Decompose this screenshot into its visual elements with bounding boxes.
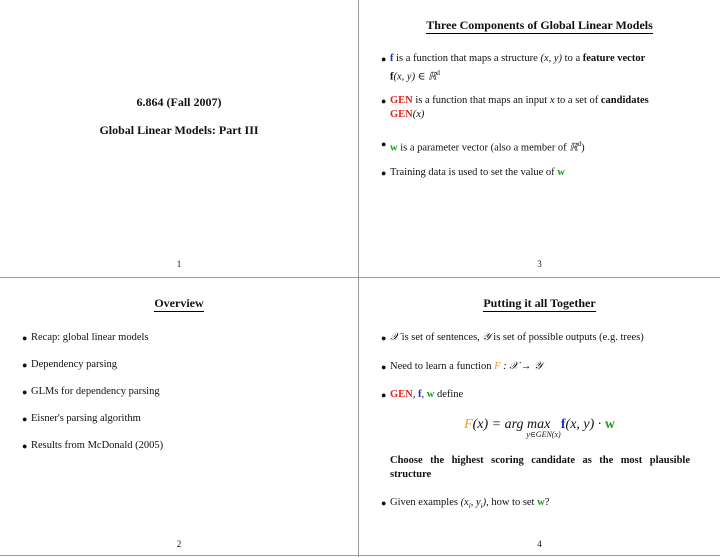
overview-item: ● GLMs for dependency parsing — [22, 386, 160, 397]
slide-title: Three Components of Global Linear Models — [426, 18, 653, 32]
overview-item: ● Eisner's parsing algorithm — [22, 413, 141, 424]
bullet-training-data: ● Training data is used to set the value of w — [381, 167, 565, 178]
slide-2 — [0, 278, 358, 557]
bullet-define: ● GEN, f, w define — [381, 389, 464, 400]
overview-item: ● Results from McDonald (2005) — [22, 440, 164, 451]
bullet-learn-function: ● Need to learn a function F : 𝒳 → 𝒴 — [381, 361, 543, 372]
course-title: 6.864 (Fall 2007) — [136, 95, 222, 109]
page-number: 3 — [537, 259, 542, 269]
slide-4 — [359, 278, 720, 557]
slide-title: Putting it all Together — [483, 296, 596, 310]
bullet-examples: ● Given examples ($x_i$, $y_i$), how to set w? — [381, 497, 550, 511]
slide-title: Overview — [154, 296, 204, 310]
page-number: 4 — [537, 539, 542, 549]
overview-item: ● Recap: global linear models — [22, 332, 149, 343]
bullet-sets: ● 𝒳 is set of sentences, 𝒴 is set of possible outputs (e.g. trees) — [381, 332, 644, 343]
tagline: Choose the highest scoring candidate as the most plausible structure — [390, 455, 690, 480]
overview-item: ● Dependency parsing — [22, 359, 118, 370]
argmax-formula: F(x) = arg max f(x, y) · w y∈GEN(x) — [464, 417, 615, 439]
lecture-title: Global Linear Models: Part III — [99, 123, 259, 137]
bullet-feature-vector: ● f is a function that maps a structure (x, y) to a feature vector f(x, y) ∈ ℝ$^d$ — [381, 53, 646, 83]
bullet-gen: ● GEN is a function that maps an input x to a set of candidates GEN(x) — [381, 95, 649, 120]
bullet-parameter-vector: ● w is a parameter vector (also a member of ℝ$^d$) — [381, 139, 585, 154]
page-number: 2 — [176, 539, 182, 549]
slide-3 — [359, 0, 720, 277]
page-number: 1 — [176, 259, 182, 269]
slide-1 — [0, 0, 358, 277]
